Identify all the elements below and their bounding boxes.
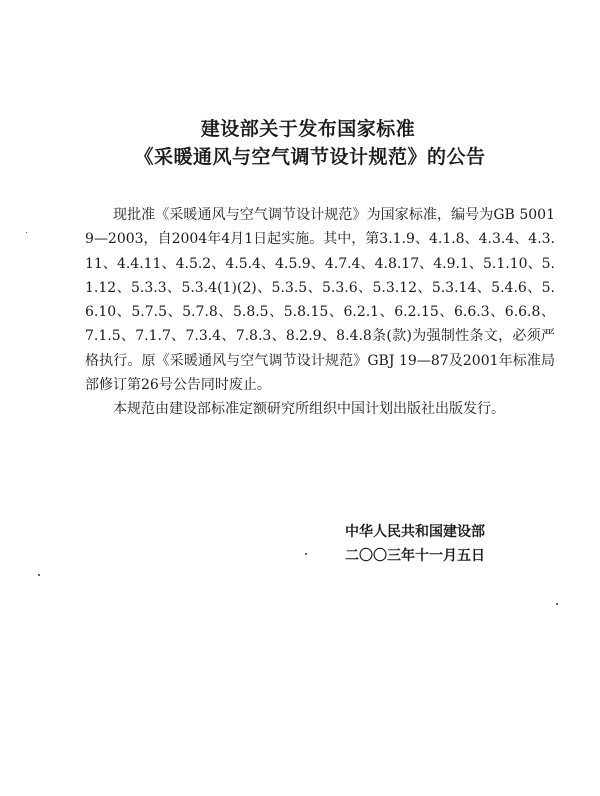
signature-block	[345, 520, 485, 568]
document-title-line-2: 《采暖通风与空气调节设计规范》的公告	[134, 146, 486, 168]
document-title-line-1: 建设部关于发布国家标准	[200, 118, 416, 140]
issuer-name: 中华人民共和国建设部	[345, 524, 485, 540]
announcement-paragraph-main: 现批准《采暖通风与空气调节设计规范》为国家标准，编号为GB 50019—2003，自2004年4月1日起实施。其中，第3.1.9、4.1.8、4.3.4、4.3.11、4.4.11、4.5.2、4.5.4、4.5.9、4.7.4、4.8.17、4.9.1、5.1.10、5.1.12、5.3.3、5.3.4(1)(2)、5.3.5、5.3.6、5.3.12、5.3.14、5.4.6、5.6.10、5.7.5、5.7.8、5.8.5、5.8.15、6.2.1、6.2.15、6.6.3、6.6.8、7.1.5、7.1.7、7.3.4、7.8.3、8.2.9、8.4.8条(款)为强制性条文，必须严格执行。原《采暖通风与空气调节设计规范》GBJ 19—87及2001年标准局部修订第26号公告同时废止。	[85, 207, 555, 394]
scan-speck	[556, 603, 558, 605]
announcement-paragraph-publisher: 本规范由建设部标准定额研究所组织中国计划出版社出版发行。	[113, 401, 505, 418]
issue-date: 二〇〇三年十一月五日	[345, 548, 485, 564]
scan-speck	[38, 574, 40, 576]
announcement-body	[85, 203, 555, 422]
scan-speck	[26, 232, 27, 233]
scan-speck	[305, 553, 307, 555]
